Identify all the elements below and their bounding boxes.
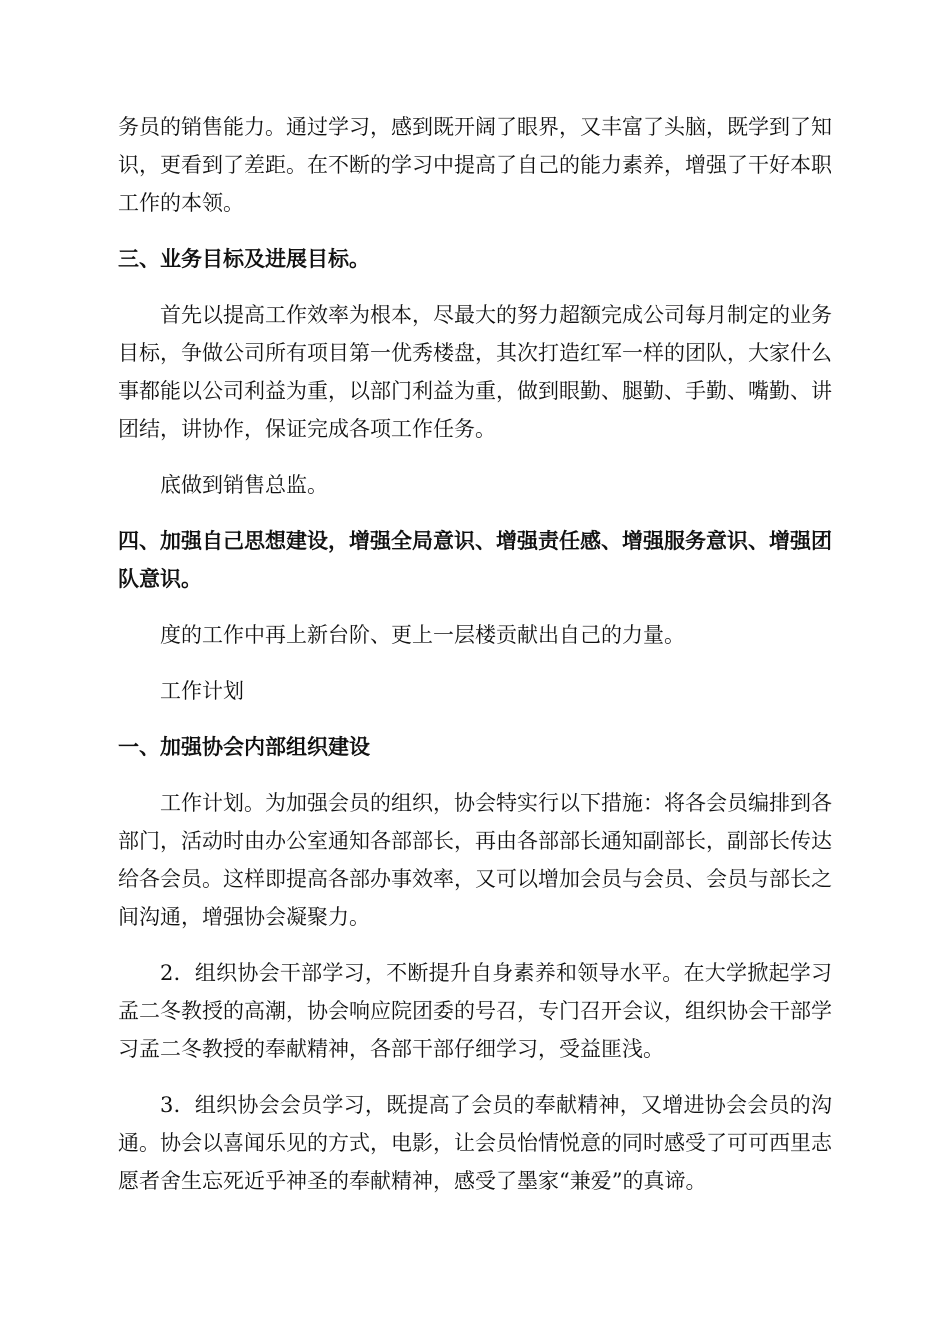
paragraph-member-organization: 工作计划。为加强会员的组织，协会特实行以下措施：将各会员编排到各部门，活动时由办公室通知各部部长，再由各部部长通知副部长，副部长传达给各会员。这样即提高各部办事效率，又可以增加会员与会员、会员与部长之间沟通，增强协会凝聚力。: [118, 791, 832, 929]
paragraph-work-efficiency: 首先以提高工作效率为根本，尽最大的努力超额完成公司每月制定的业务目标，争做公司所有项目第一优秀楼盘，其次打造红军一样的团队，大家什么事都能以公司利益为重，以部门利益为重，做到眼勤、腿勤、手勤、嘴勤、讲团结，讲协作，保证完成各项工作任务。: [118, 303, 832, 441]
heading-association-organization: 一、加强协会内部组织建设: [118, 735, 370, 759]
paragraph-sales-ability: 务员的销售能力。通过学习，感到既开阔了眼界，又丰富了头脑，既学到了知识，更看到了差距。在不断的学习中提高了自己的能力素养，增强了干好本职工作的本领。: [118, 115, 832, 215]
paragraph-cadre-study: 2．组织协会干部学习，不断提升自身素养和领导水平。在大学掀起学习孟二冬教授的高潮，协会响应院团委的号召，专门召开会议，组织协会干部学习孟二冬教授的奉献精神，各部干部仔细学习，受益匪浅。: [118, 961, 832, 1061]
heading-thought-building: 四、加强自己思想建设，增强全局意识、增强责任感、增强服务意识、增强团队意识。: [118, 529, 832, 591]
paragraph-work-plan-title: 工作计划: [160, 679, 244, 703]
paragraph-sales-director: 底做到销售总监。: [160, 473, 328, 497]
paragraph-new-level: 度的工作中再上新台阶、更上一层楼贡献出自己的力量。: [160, 623, 685, 647]
heading-business-goals: 三、业务目标及进展目标。: [118, 247, 370, 271]
document-page: [118, 108, 832, 1218]
paragraph-member-study: 3．组织协会会员学习，既提高了会员的奉献精神，又增进协会会员的沟通。协会以喜闻乐见的方式，电影，让会员怡情悦意的同时感受了可可西里志愿者舍生忘死近乎神圣的奉献精神，感受了墨家“兼爱”的真谛。: [118, 1093, 832, 1193]
